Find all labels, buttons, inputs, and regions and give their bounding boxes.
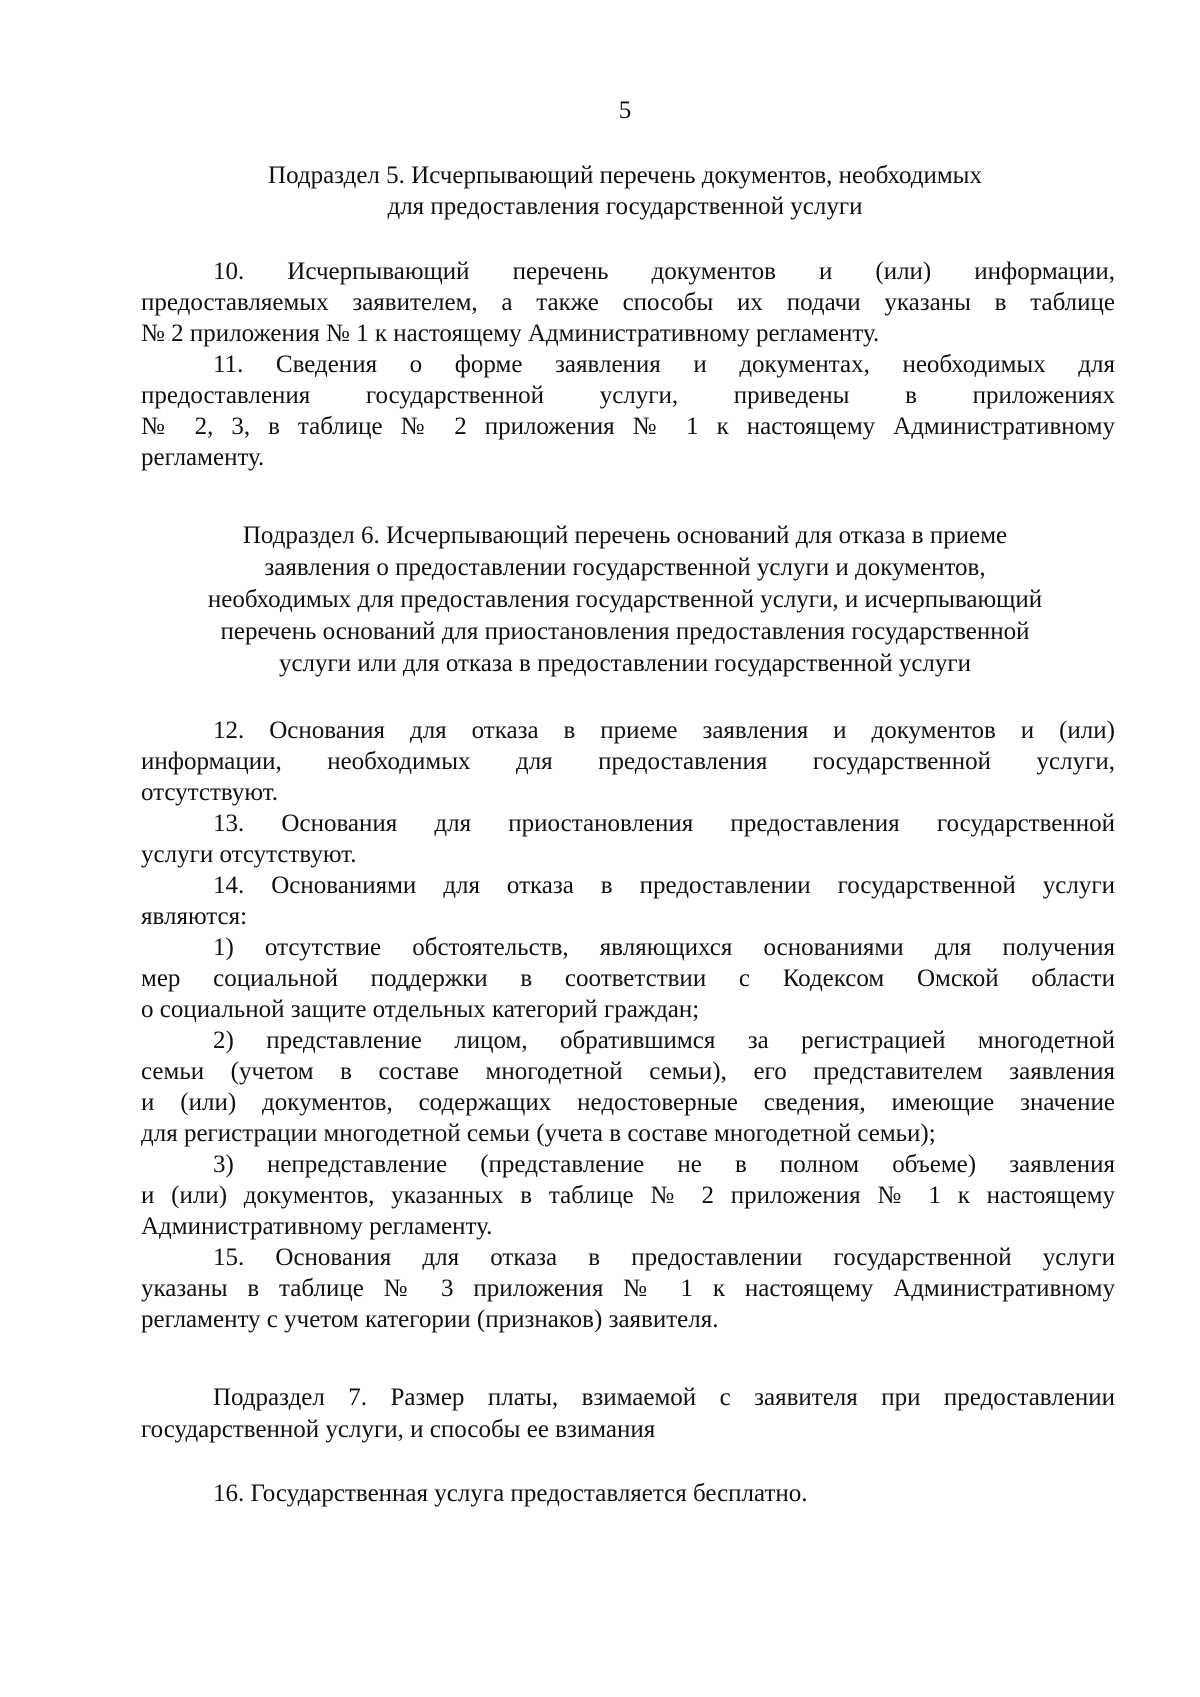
paragraph-16-line1: 16. Государственная услуга предоставляется бесплатно. <box>213 1480 808 1507</box>
subsection6-heading-line5: услуги или для отказа в предоставлении государственной услуги <box>278 650 972 677</box>
subsection6-heading-line1: Подраздел 6. Исчерпывающий перечень оснований для отказа в приеме <box>242 522 1008 549</box>
subsection6-heading-line4: перечень оснований для приостановления предоставления государственной <box>220 618 1030 645</box>
subsection6-heading-line3: необходимых для предоставления государственной услуги, и исчерпывающий <box>207 586 1043 613</box>
paragraph-13-line1: 13. Основания для приостановления предоставления государственной <box>213 810 1115 837</box>
paragraph-10-line2: предоставляемых заявителем, а также способы их подачи указаны в таблице <box>141 289 1115 316</box>
item-2-line3: и (или) документов, содержащих недостоверные сведения, имеющие значение <box>141 1089 1115 1116</box>
item-3-line1: 3) непредставление (представление не в полном объеме) заявления <box>213 1151 1115 1178</box>
item-2-line1: 2) представление лицом, обратившимся за регистрацией многодетной <box>213 1027 1115 1054</box>
page-number: 5 <box>618 97 632 124</box>
item-2-line2: семьи (учетом в составе многодетной семьи), его представителем заявления <box>141 1058 1115 1085</box>
subsection5-heading-line1: Подраздел 5. Исчерпывающий перечень документов, необходимых <box>268 162 982 189</box>
paragraph-15-line1: 15. Основания для отказа в предоставлении государственной услуги <box>213 1244 1115 1271</box>
paragraph-14-line2: являются: <box>141 903 248 930</box>
paragraph-12-line2: информации, необходимых для предоставления государственной услуги, <box>141 748 1115 775</box>
paragraph-11-line3: № 2, 3, в таблице № 2 приложения № 1 к настоящему Административному <box>141 413 1115 440</box>
paragraph-11-line4: регламенту. <box>141 444 265 471</box>
paragraph-14-line1: 14. Основаниями для отказа в предоставлении государственной услуги <box>213 872 1115 899</box>
paragraph-13-line2: услуги отсутствуют. <box>141 841 357 868</box>
paragraph-10-line1: 10. Исчерпывающий перечень документов и (или) информации, <box>213 258 1115 285</box>
item-3-line2: и (или) документов, указанных в таблице № 2 приложения № 1 к настоящему <box>141 1182 1115 1209</box>
paragraph-15-line2: указаны в таблице № 3 приложения № 1 к настоящему Административному <box>141 1275 1115 1302</box>
paragraph-10-line3: № 2 приложения № 1 к настоящему Административному регламенту. <box>141 320 880 347</box>
paragraph-15-line3: регламенту с учетом категории (признаков) заявителя. <box>141 1306 719 1333</box>
subsection6-heading-line2: заявления о предоставлении государственной услуги и документов, <box>264 554 986 581</box>
item-1-line3: о социальной защите отдельных категорий граждан; <box>141 996 700 1023</box>
paragraph-12-line3: отсутствуют. <box>141 779 279 806</box>
item-2-line4: для регистрации многодетной семьи (учета в составе многодетной семьи); <box>141 1120 936 1147</box>
item-3-line3: Административному регламенту. <box>141 1213 493 1240</box>
paragraph-11-line2: предоставления государственной услуги, приведены в приложениях <box>141 382 1115 409</box>
subsection7-heading-line1: Подраздел 7. Размер платы, взимаемой с заявителя при предоставлении <box>213 1384 1115 1411</box>
paragraph-12-line1: 12. Основания для отказа в приеме заявления и документов и (или) <box>213 717 1115 744</box>
paragraph-11-line1: 11. Сведения о форме заявления и документах, необходимых для <box>213 351 1115 378</box>
subsection5-heading-line2: для предоставления государственной услуги <box>387 193 863 220</box>
subsection7-heading-line2: государственной услуги, и способы ее взимания <box>141 1416 656 1443</box>
item-1-line1: 1) отсутствие обстоятельств, являющихся основаниями для получения <box>213 934 1115 961</box>
item-1-line2: мер социальной поддержки в соответствии с Кодексом Омской области <box>141 965 1115 992</box>
